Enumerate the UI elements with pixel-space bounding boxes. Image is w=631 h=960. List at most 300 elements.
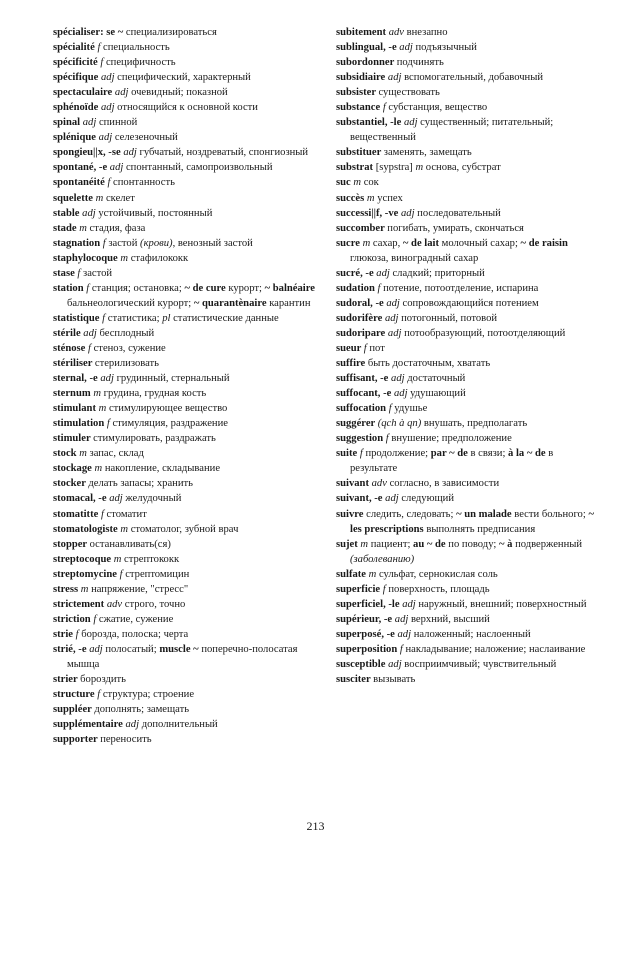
headword: superposé, -e bbox=[336, 628, 398, 640]
grammar-label: adj bbox=[82, 207, 99, 219]
translation-text: вести больного; bbox=[514, 508, 589, 520]
grammar-label: adv bbox=[388, 27, 407, 38]
translation-text: сульфат, сернокислая соль bbox=[378, 568, 498, 580]
headword: sudoral, -e bbox=[336, 297, 387, 309]
dictionary-entry bbox=[53, 446, 319, 461]
bold-phrase: à la ~ de bbox=[508, 448, 549, 460]
translation-text: удушье bbox=[394, 403, 428, 415]
translation-text: строго, точно bbox=[124, 598, 186, 610]
dictionary-entry bbox=[336, 145, 598, 160]
translation-text: устойчивый, постоянный bbox=[98, 207, 213, 219]
grammar-label: adj bbox=[100, 102, 118, 114]
translation-text: погибать, умирать, скончаться bbox=[387, 222, 524, 234]
headword: sucré, -e bbox=[336, 267, 377, 279]
dictionary-entry bbox=[53, 130, 319, 145]
translation-text: бесплодный bbox=[99, 327, 155, 339]
page-number: 213 bbox=[306, 819, 325, 833]
dictionary-entry bbox=[336, 100, 598, 115]
headword: suivant, -e bbox=[336, 493, 386, 505]
translation-text: статистические данные bbox=[173, 312, 279, 324]
dictionary-entry bbox=[53, 251, 319, 266]
dictionary-entry bbox=[53, 582, 319, 597]
grammar-label: f bbox=[97, 689, 103, 701]
headword: stérile bbox=[53, 327, 84, 339]
dictionary-entry bbox=[53, 341, 319, 356]
dictionary-entry bbox=[53, 717, 319, 732]
dictionary-entry bbox=[53, 115, 319, 130]
headword: sudorifère bbox=[336, 312, 385, 324]
translation-text: станция; остановка; bbox=[91, 282, 185, 294]
translation-text: пот bbox=[369, 342, 385, 354]
dictionary-entry bbox=[53, 567, 319, 582]
translation-text: подверженный bbox=[515, 538, 583, 550]
translation-text: последовательный bbox=[417, 207, 501, 219]
translation-text: запас, склад bbox=[89, 448, 144, 460]
grammar-label: f bbox=[399, 643, 406, 655]
dictionary-entry bbox=[336, 206, 598, 221]
translation-text: грудинный, стернальный bbox=[116, 373, 230, 385]
grammar-label: f bbox=[100, 57, 106, 69]
grammar-label: f bbox=[106, 418, 113, 430]
headword: suivre bbox=[336, 508, 367, 520]
dictionary-entry bbox=[336, 85, 598, 100]
dictionary-entry bbox=[53, 552, 319, 567]
dictionary-entry bbox=[336, 371, 598, 386]
translation-text: останавливать(ся) bbox=[89, 538, 171, 550]
headword: statistique bbox=[53, 312, 103, 324]
dictionary-entry bbox=[336, 266, 598, 281]
dictionary-entry bbox=[53, 70, 319, 85]
dictionary-entry bbox=[336, 401, 598, 416]
dictionary-entry bbox=[336, 657, 598, 672]
dictionary-entry bbox=[53, 461, 319, 476]
headword: spinal bbox=[53, 117, 83, 129]
dictionary-entry bbox=[53, 236, 319, 251]
grammar-label: f bbox=[102, 237, 109, 249]
headword: subordonner bbox=[336, 57, 397, 69]
translation-text: наложенный; наслоенный bbox=[413, 628, 531, 640]
translation-text: сок bbox=[363, 177, 379, 189]
translation-text: поверхность, площадь bbox=[388, 583, 490, 595]
translation-text: потогонный, потовой bbox=[401, 312, 498, 324]
dictionary-entry bbox=[53, 206, 319, 221]
headword: suffire bbox=[336, 358, 368, 370]
dictionary-entry bbox=[53, 160, 319, 175]
headword: superposition bbox=[336, 643, 400, 655]
dictionary-entry bbox=[336, 296, 598, 311]
headword: staphylocoque bbox=[53, 252, 121, 264]
headword: strie bbox=[53, 628, 76, 640]
dictionary-entry bbox=[53, 537, 319, 552]
grammar-label: adj bbox=[114, 87, 132, 99]
grammar-label: m bbox=[366, 192, 378, 204]
grammar-label: f bbox=[86, 282, 92, 294]
grammar-label: adj bbox=[387, 327, 405, 339]
headword: spécialiser: se ~ bbox=[53, 27, 126, 38]
grammar-label: adj bbox=[82, 117, 99, 129]
dictionary-entry bbox=[336, 311, 598, 326]
dictionary-entry bbox=[53, 491, 319, 506]
dictionary-entry bbox=[336, 115, 598, 145]
headword: suggérer bbox=[336, 418, 378, 430]
grammar-label: f bbox=[385, 433, 392, 445]
grammar-label: adj bbox=[123, 147, 140, 159]
headword: stade bbox=[53, 222, 80, 234]
translation-text: существенный; питательный; вещественный bbox=[350, 117, 554, 144]
translation-text: подчинять bbox=[396, 57, 444, 69]
dictionary-entry bbox=[336, 416, 598, 431]
translation-text: субстанция, вещество bbox=[388, 102, 488, 114]
headword: superficie bbox=[336, 583, 383, 595]
headword: substantiel, -le bbox=[336, 117, 404, 129]
translation-text: подъязычный bbox=[415, 42, 477, 54]
dictionary-entry bbox=[336, 446, 598, 476]
grammar-label: f bbox=[97, 42, 104, 54]
grammar-label: adj bbox=[125, 719, 142, 731]
grammar-label: adj bbox=[403, 117, 421, 129]
grammar-label: adj bbox=[400, 207, 418, 219]
dictionary-entry bbox=[336, 582, 598, 597]
dictionary-entry bbox=[53, 266, 319, 281]
translation-text: бальнеологический курорт; bbox=[67, 297, 194, 309]
grammar-label: adj bbox=[402, 598, 419, 610]
grammar-label: adv bbox=[106, 598, 125, 610]
dictionary-entry bbox=[53, 386, 319, 401]
headword: stagnation bbox=[53, 237, 103, 249]
translation-text: в результате bbox=[350, 448, 554, 475]
bold-phrase: ~ les prescriptions bbox=[350, 508, 594, 535]
bold-phrase: muscle ~ bbox=[159, 643, 202, 655]
grammar-label: adj bbox=[109, 162, 126, 174]
translation-text: стимуляция, раздражение bbox=[112, 418, 228, 430]
dictionary-entry bbox=[336, 25, 598, 40]
translation-text: карантин bbox=[269, 297, 311, 309]
grammar-label: adj bbox=[393, 388, 411, 400]
translation-text: бороздить bbox=[80, 674, 126, 686]
grammar-label: adj bbox=[384, 312, 402, 324]
translation-text: согласно, в зависимости bbox=[389, 478, 500, 490]
translation-text: селезеночный bbox=[114, 132, 178, 144]
dictionary-entry bbox=[53, 431, 319, 446]
headword: spongieu||x, -se bbox=[53, 147, 124, 159]
grammar-label: adj bbox=[376, 267, 393, 279]
dictionary-entry bbox=[53, 687, 319, 702]
headword: squelette bbox=[53, 192, 96, 204]
dictionary-entry bbox=[53, 85, 319, 100]
translation-text: спонтанность bbox=[113, 177, 175, 189]
dictionary-entry bbox=[336, 672, 598, 687]
left-column bbox=[53, 25, 319, 747]
headword: stock bbox=[53, 448, 80, 460]
grammar-label: adj bbox=[98, 132, 115, 144]
headword: succomber bbox=[336, 222, 388, 234]
headword: stomacal, -e bbox=[53, 493, 110, 505]
grammar-label: (qch à qn) bbox=[377, 418, 424, 430]
headword: suppléer bbox=[53, 704, 95, 716]
translation-text: молочный сахар; bbox=[441, 237, 521, 249]
dictionary-entry bbox=[336, 476, 598, 491]
translation-text: существовать bbox=[378, 87, 440, 99]
dictionary-entry bbox=[336, 160, 598, 175]
translation-text: достаточный bbox=[407, 373, 466, 385]
dictionary-entry bbox=[336, 597, 598, 612]
headword: stockage bbox=[53, 463, 95, 475]
grammar-label: f bbox=[382, 102, 389, 114]
grammar-label: m bbox=[120, 252, 131, 264]
translation-text: пациент; bbox=[370, 538, 414, 550]
translation-text: стадия, фаза bbox=[89, 222, 146, 234]
bold-phrase: ~ un malade bbox=[456, 508, 515, 520]
headword: stopper bbox=[53, 538, 90, 550]
bold-phrase: ~ quarantènaire bbox=[193, 297, 270, 309]
dictionary-entry bbox=[336, 386, 598, 401]
dictionary-entry bbox=[53, 522, 319, 537]
translation-text: основа, субстрат bbox=[425, 162, 501, 174]
grammar-label: (крови) bbox=[140, 237, 173, 249]
grammar-label: adj bbox=[399, 42, 416, 54]
dictionary-entry bbox=[336, 642, 598, 657]
headword: strictement bbox=[53, 598, 107, 610]
translation-text: борозда, полоска; черта bbox=[81, 628, 189, 640]
grammar-label: f bbox=[100, 508, 107, 520]
grammar-label: f bbox=[363, 342, 370, 354]
dictionary-entry bbox=[53, 416, 319, 431]
grammar-label: m bbox=[95, 192, 106, 204]
headword: sudoripare bbox=[336, 327, 388, 339]
grammar-label: adj bbox=[109, 493, 126, 505]
headword: suite bbox=[336, 448, 360, 460]
translation-text: стоматолог, зубной врач bbox=[130, 523, 239, 535]
translation-text: специфичность bbox=[105, 57, 176, 69]
grammar-label: f bbox=[75, 628, 82, 640]
dictionary-entry bbox=[336, 70, 598, 85]
grammar-label: adj bbox=[387, 72, 405, 84]
headword: sternum bbox=[53, 388, 94, 400]
headword: stable bbox=[53, 207, 83, 219]
translation-text: застой bbox=[83, 267, 113, 279]
dictionary-entry bbox=[53, 642, 319, 672]
headword: structure bbox=[53, 689, 98, 701]
translation-text: [sypstra] bbox=[375, 162, 416, 174]
headword: suc bbox=[336, 177, 354, 189]
translation-text: стерилизовать bbox=[94, 358, 160, 370]
headword: subsister bbox=[336, 87, 379, 99]
headword: stimulant bbox=[53, 403, 99, 415]
translation-text: стрептомицин bbox=[125, 568, 190, 580]
headword: striction bbox=[53, 613, 94, 625]
grammar-label: m bbox=[360, 538, 371, 550]
dictionary-entry bbox=[336, 356, 598, 371]
translation-text: спинной bbox=[98, 117, 138, 129]
dictionary-entry bbox=[53, 401, 319, 416]
translation-text: накопление, складывание bbox=[104, 463, 221, 475]
grammar-label: f bbox=[107, 177, 114, 189]
translation-text: успех bbox=[377, 192, 403, 204]
translation-text: наружный, внешний; поверхностный bbox=[418, 598, 587, 610]
translation-text: сладкий; приторный bbox=[392, 267, 485, 279]
dictionary-entry bbox=[336, 191, 598, 206]
grammar-label: m bbox=[79, 448, 90, 460]
dictionary-entry bbox=[53, 100, 319, 115]
dictionary-entry bbox=[53, 732, 319, 747]
translation-text: сопровождающийся потением bbox=[402, 297, 539, 309]
translation-text: курорт; bbox=[228, 282, 265, 294]
translation-text: внушение; предположение bbox=[391, 433, 512, 445]
headword: sueur bbox=[336, 342, 364, 354]
dictionary-entry bbox=[336, 612, 598, 627]
dictionary-entry bbox=[336, 326, 598, 341]
headword: supporter bbox=[53, 734, 101, 746]
dictionary-entry bbox=[53, 507, 319, 522]
grammar-label: m bbox=[93, 388, 104, 400]
headword: stimulation bbox=[53, 418, 107, 430]
translation-text: следить, следовать; bbox=[366, 508, 457, 520]
grammar-label: m bbox=[415, 162, 426, 174]
grammar-label: adj bbox=[83, 327, 100, 339]
translation-text: накладывание; наложение; наслаивание bbox=[405, 643, 586, 655]
headword: stimuler bbox=[53, 433, 94, 445]
translation-text: специализироваться bbox=[125, 27, 217, 38]
dictionary-entry bbox=[336, 627, 598, 642]
headword: suivant bbox=[336, 478, 372, 490]
headword: spontanéité bbox=[53, 177, 108, 189]
headword: sulfate bbox=[336, 568, 369, 580]
headword: stomatitte bbox=[53, 508, 101, 520]
translation-text: удушающий bbox=[410, 388, 466, 400]
bold-phrase: ~ de lait bbox=[402, 237, 442, 249]
grammar-label: f bbox=[93, 613, 99, 625]
dictionary-entry bbox=[336, 491, 598, 506]
bold-phrase: ~ à bbox=[498, 538, 516, 550]
translation-text: скелет bbox=[105, 192, 135, 204]
translation-text: восприимчивый; чувствительный bbox=[404, 658, 557, 670]
dictionary-entry bbox=[53, 311, 319, 326]
headword: susciter bbox=[336, 674, 374, 686]
translation-text: напряжение, "стресс" bbox=[91, 583, 189, 595]
headword: sujet bbox=[336, 538, 361, 550]
headword: spectaculaire bbox=[53, 87, 115, 99]
headword: streptocoque bbox=[53, 553, 114, 565]
dictionary-entry bbox=[53, 612, 319, 627]
headword: streptomycine bbox=[53, 568, 120, 580]
dictionary-entry bbox=[53, 371, 319, 386]
translation-text: внушать, предполагать bbox=[423, 418, 528, 430]
dictionary-entry bbox=[336, 236, 598, 266]
grammar-label: m bbox=[80, 583, 92, 595]
grammar-label: f bbox=[377, 282, 384, 294]
translation-text: грудина, грудная кость bbox=[103, 388, 207, 400]
translation-text: следующий bbox=[401, 493, 454, 505]
grammar-label: f bbox=[102, 312, 108, 324]
bold-phrase: par ~ de bbox=[430, 448, 471, 460]
headword: suffisant, -e bbox=[336, 373, 392, 385]
dictionary-entry bbox=[53, 55, 319, 70]
dictionary-entry bbox=[336, 281, 598, 296]
dictionary-entry bbox=[53, 40, 319, 55]
translation-text: спонтанный, самопроизвольный bbox=[125, 162, 273, 174]
headword: spécificité bbox=[53, 57, 101, 69]
translation-text: дополнительный bbox=[141, 719, 218, 731]
dictionary-entry bbox=[336, 341, 598, 356]
translation-text: , венозный застой bbox=[172, 237, 253, 249]
translation-text: желудочный bbox=[125, 493, 182, 505]
bold-phrase: au ~ de bbox=[413, 538, 449, 550]
dictionary-entry bbox=[53, 476, 319, 491]
headword: successi||f, -ve bbox=[336, 207, 401, 219]
headword: stomatologiste bbox=[53, 523, 121, 535]
headword: sudation bbox=[336, 282, 378, 294]
translation-text: стафилококк bbox=[130, 252, 189, 264]
grammar-label: adj bbox=[388, 658, 405, 670]
headword: stress bbox=[53, 583, 81, 595]
headword: suffocation bbox=[336, 403, 389, 415]
headword: strier bbox=[53, 674, 81, 686]
headword: sténose bbox=[53, 342, 89, 354]
headword: suffocant, -e bbox=[336, 388, 394, 400]
translation-text: стимулирующее вещество bbox=[108, 403, 228, 415]
headword: spécifique bbox=[53, 72, 101, 84]
headword: sternal, -e bbox=[53, 373, 101, 385]
headword: succès bbox=[336, 192, 367, 204]
translation-text: стимулировать, раздражать bbox=[93, 433, 216, 445]
dictionary-entry bbox=[336, 431, 598, 446]
dictionary-entry bbox=[53, 175, 319, 190]
translation-text: статистика; bbox=[107, 312, 163, 324]
dictionary-entry bbox=[53, 326, 319, 341]
headword: substituer bbox=[336, 147, 384, 159]
translation-text: специфический, характерный bbox=[117, 72, 251, 84]
dictionary-entry bbox=[53, 191, 319, 206]
translation-text: относящийся к основной кости bbox=[117, 102, 258, 114]
translation-text: в связи; bbox=[470, 448, 509, 460]
grammar-label: adj bbox=[89, 643, 106, 655]
grammar-label: f bbox=[388, 403, 395, 415]
headword: sublingual, -e bbox=[336, 42, 400, 54]
dictionary-entry bbox=[336, 55, 598, 70]
grammar-label: adj bbox=[386, 297, 403, 309]
grammar-label: adv bbox=[371, 478, 390, 490]
headword: sucre bbox=[336, 237, 363, 249]
headword: suggestion bbox=[336, 433, 386, 445]
translation-text: стрептококк bbox=[124, 553, 180, 565]
translation-text: полосатый; bbox=[105, 643, 160, 655]
headword: strié, -e bbox=[53, 643, 90, 655]
headword: susceptible bbox=[336, 658, 389, 670]
headword: superficiel, -le bbox=[336, 598, 403, 610]
headword: supplémentaire bbox=[53, 719, 126, 731]
grammar-label: m bbox=[368, 568, 379, 580]
dictionary-entry bbox=[53, 356, 319, 371]
grammar-label: adj bbox=[397, 628, 414, 640]
dictionary-entry bbox=[53, 145, 319, 160]
grammar-label: adj bbox=[391, 373, 408, 385]
grammar-label: pl bbox=[162, 312, 174, 324]
translation-text: губчатый, ноздреватый, спонгиозный bbox=[139, 147, 309, 159]
translation-text: выполнять предписания bbox=[426, 523, 536, 535]
translation-text: по поводу; bbox=[448, 538, 499, 550]
dictionary-entry bbox=[53, 672, 319, 687]
grammar-label: f bbox=[119, 568, 126, 580]
grammar-label: m bbox=[94, 463, 105, 475]
headword: stériliser bbox=[53, 358, 95, 370]
translation-text: застой bbox=[108, 237, 141, 249]
grammar-label: m bbox=[353, 177, 364, 189]
translation-text: структура; строение bbox=[102, 689, 195, 701]
headword: substrat bbox=[336, 162, 376, 174]
translation-text: сжатие, сужение bbox=[98, 613, 174, 625]
grammar-label: adj bbox=[100, 72, 118, 84]
dictionary-entry bbox=[336, 40, 598, 55]
